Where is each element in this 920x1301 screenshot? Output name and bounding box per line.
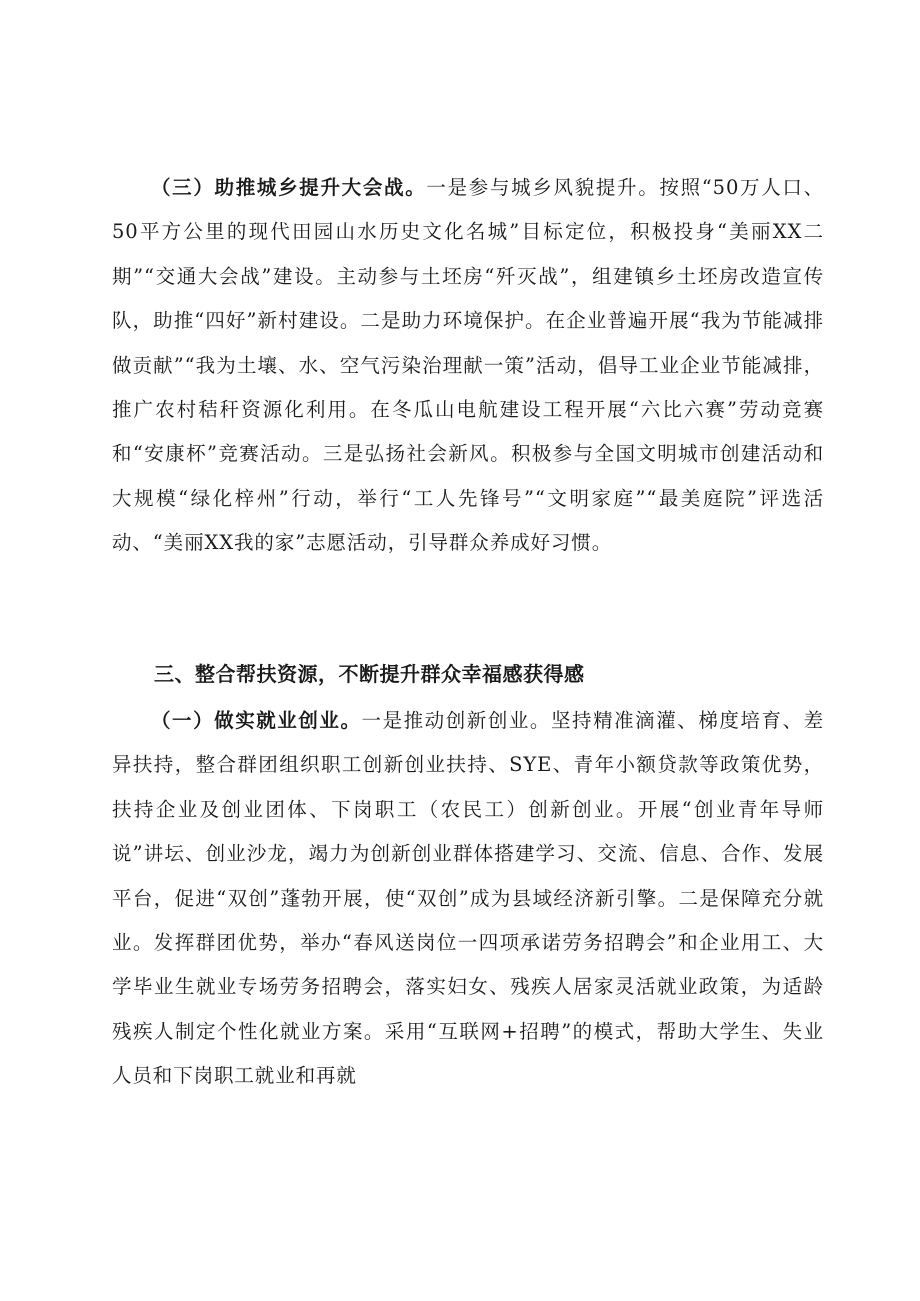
section-heading: 三、整合帮扶资源，不断提升群众幸福感获得感 (154, 662, 585, 686)
paragraph-lead-heading: （一）做实就业创业。 (151, 709, 362, 732)
paragraph-employment (112, 699, 824, 1099)
paragraph-urban-rural-upgrade (112, 166, 824, 566)
paragraph-lead-heading: （三）助推城乡提升大会战。 (151, 176, 427, 199)
paragraph-body: 一是推动创新创业。坚持精准滴灌、梯度培育、差异扶持，整合群团组织职工创新创业扶持、SYE、青年小额贷款等政策优势，扶持企业及创业团体、下岗职工（农民工）创新创业。开展“创业青年导师说”讲坛、创业沙龙，竭力为创新创业群体搭建学习、交流、信息、合作、发展平台，促进“双创”蓬勃开展，使“双创”成为县域经济新引擎。二是保障充分就业。发挥群团优势，举办“春风送岗位一四项承诺劳务招聘会”和企业用工、大学毕业生就业专场劳务招聘会，落实妇女、残疾人居家灵活就业政策，为适龄残疾人制定个性化就业方案。采用“互联网+招聘”的模式，帮助大学生、失业人员和下岗职工就业和再就 (112, 709, 824, 1088)
paragraph-body: 一是参与城乡风貌提升。按照“50万人口、50平方公里的现代田园山水历史文化名城”目标定位，积极投身“美丽XX二期”“交通大会战”建设。主动参与土坯房“歼灭战”，组建镇乡土坯房改造宣传队，助推“四好”新村建设。二是助力环境保护。在企业普遍开展“我为节能减排做贡献”“我为土壤、水、空气污染治理献一策”活动，倡导工业企业节能减排，推广农村秸秆资源化利用。在冬瓜山电航建设工程开展“六比六赛”劳动竞赛和“安康杯”竞赛活动。三是弘扬社会新风。积极参与全国文明城市创建活动和大规模“绿化梓州”行动，举行“工人先锋号”“文明家庭”“最美庭院”评选活动、“美丽XX我的家”志愿活动，引导群众养成好习惯。 (112, 176, 824, 555)
